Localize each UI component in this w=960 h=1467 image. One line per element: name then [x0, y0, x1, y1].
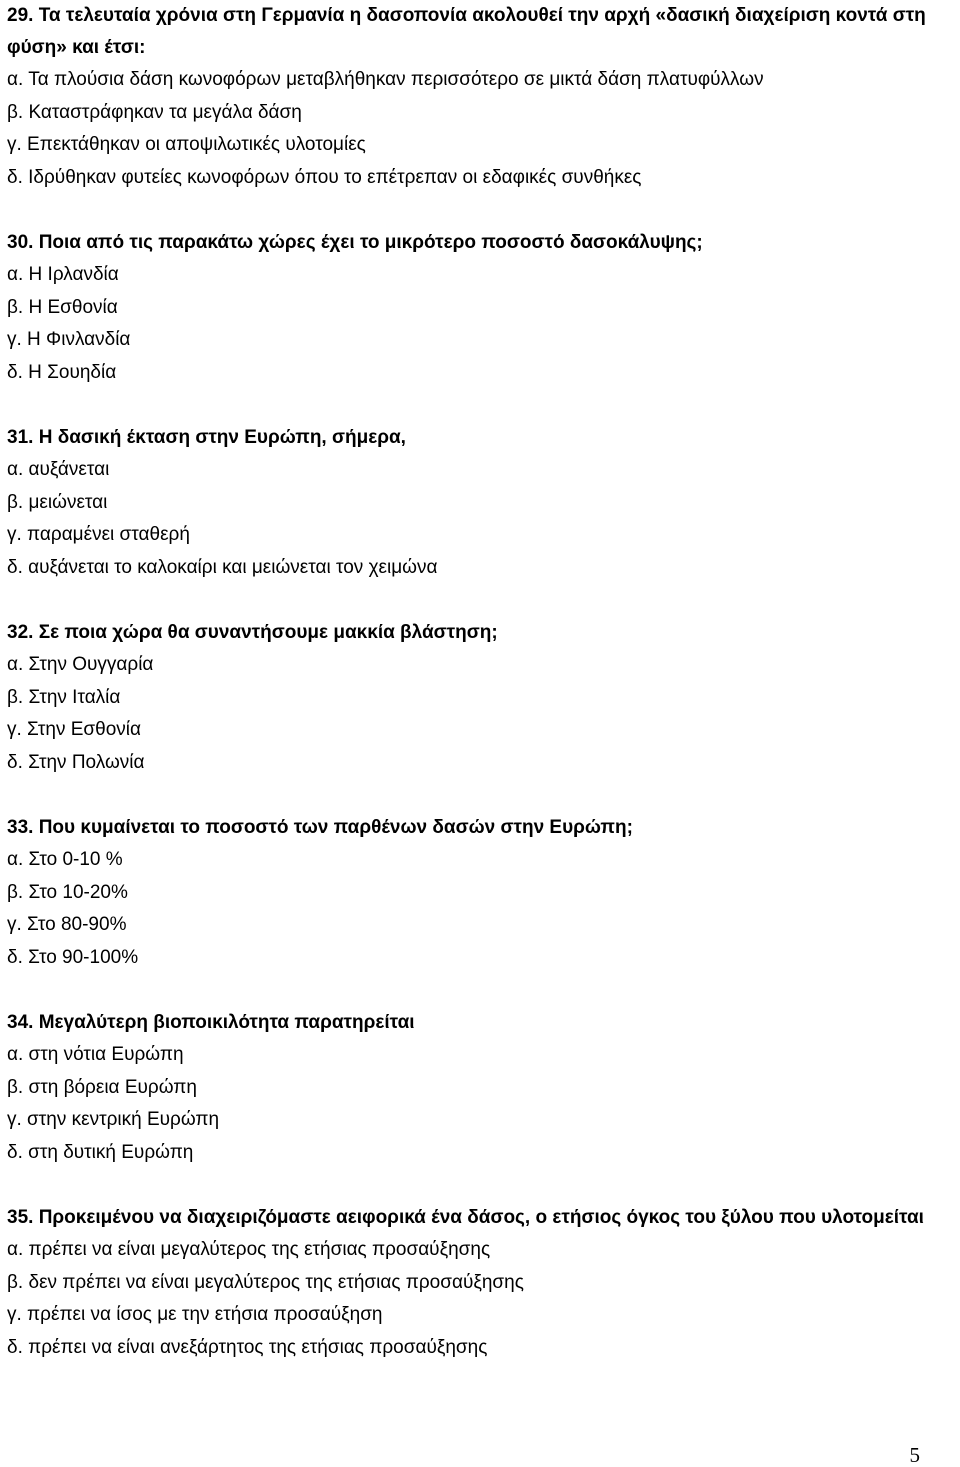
answer-option: α. Η Ιρλανδία	[7, 264, 119, 285]
document-page	[7, 0, 957, 1364]
answer-option: α. Στο 0-10 %	[7, 849, 123, 870]
question-title: 32. Σε ποια χώρα θα συναντήσουμε μακκία βλάστηση;	[7, 621, 498, 643]
question-title: 29. Τα τελευταία χρόνια στη Γερμανία η δασοπονία ακολουθεί την αρχή «δασική διαχείριση κοντά στη φύση» και έτσι:	[7, 5, 926, 58]
question-title: 34. Μεγαλύτερη βιοποικιλότητα παρατηρείται	[7, 1011, 415, 1033]
answer-option: γ. παραμένει σταθερή	[7, 524, 190, 545]
answer-option: β. Καταστράφηκαν τα μεγάλα δάση	[7, 101, 302, 123]
question-30	[7, 227, 957, 390]
answer-option: α. πρέπει να είναι μεγαλύτερος της ετήσιας προσαύξησης	[7, 1239, 491, 1260]
answer-option: δ. Ιδρύθηκαν φυτείες κωνοφόρων όπου το επέτρεπαν οι εδαφικές συνθήκες	[7, 166, 642, 188]
answer-option: γ. Στο 80-90%	[7, 914, 127, 935]
answer-option: δ. στη δυτική Ευρώπη	[7, 1141, 194, 1163]
answer-option: α. στη νότια Ευρώπη	[7, 1044, 184, 1065]
spacer	[7, 1169, 957, 1202]
answer-option: β. Η Εσθονία	[7, 296, 118, 318]
question-title: 33. Που κυμαίνεται το ποσοστό των παρθένων δασών στην Ευρώπη;	[7, 816, 633, 838]
answer-option: δ. Η Σουηδία	[7, 361, 117, 383]
question-title: 31. Η δασική έκταση στην Ευρώπη, σήμερα,	[7, 426, 406, 448]
answer-option: δ. αυξάνεται το καλοκαίρι και μειώνεται τον χειμώνα	[7, 556, 438, 578]
question-31	[7, 422, 957, 585]
spacer	[7, 389, 957, 422]
spacer	[7, 584, 957, 617]
question-33	[7, 812, 957, 975]
answer-option: α. Τα πλούσια δάση κωνοφόρων μεταβλήθηκαν περισσότερο σε μικτά δάση πλατυφύλλων	[7, 69, 764, 90]
answer-option: δ. Στην Πολωνία	[7, 751, 145, 773]
page-number: 5	[909, 1443, 920, 1467]
spacer	[7, 974, 957, 1007]
answer-option: β. δεν πρέπει να είναι μεγαλύτερος της ετήσιας προσαύξησης	[7, 1271, 524, 1293]
answer-option: γ. πρέπει να ίσος με την ετήσια προσαύξηση	[7, 1304, 383, 1325]
answer-option: α. Στην Ουγγαρία	[7, 654, 154, 675]
answer-option: γ. Η Φινλανδία	[7, 329, 131, 350]
answer-option: δ. πρέπει να είναι ανεξάρτητος της ετήσιας προσαύξησης	[7, 1336, 488, 1358]
question-29	[7, 0, 957, 194]
answer-option: β. Στο 10-20%	[7, 881, 128, 903]
question-title: 35. Προκειμένου να διαχειριζόμαστε αειφορικά ένα δάσος, ο ετήσιος όγκος του ξύλου που υλοτομείται	[7, 1206, 924, 1228]
answer-option: β. μειώνεται	[7, 491, 108, 513]
answer-option: β. στη βόρεια Ευρώπη	[7, 1076, 197, 1098]
question-title: 30. Ποια από τις παρακάτω χώρες έχει το μικρότερο ποσοστό δασοκάλυψης;	[7, 231, 703, 253]
answer-option: γ. Στην Εσθονία	[7, 719, 141, 740]
answer-option: δ. Στο 90-100%	[7, 946, 139, 968]
answer-option: β. Στην Ιταλία	[7, 686, 121, 708]
answer-option: γ. Επεκτάθηκαν οι αποψιλωτικές υλοτομίες	[7, 134, 366, 155]
question-32	[7, 617, 957, 780]
question-35	[7, 1202, 957, 1365]
spacer	[7, 779, 957, 812]
question-34	[7, 1007, 957, 1170]
spacer	[7, 194, 957, 227]
answer-option: α. αυξάνεται	[7, 459, 110, 480]
answer-option: γ. στην κεντρική Ευρώπη	[7, 1109, 220, 1130]
